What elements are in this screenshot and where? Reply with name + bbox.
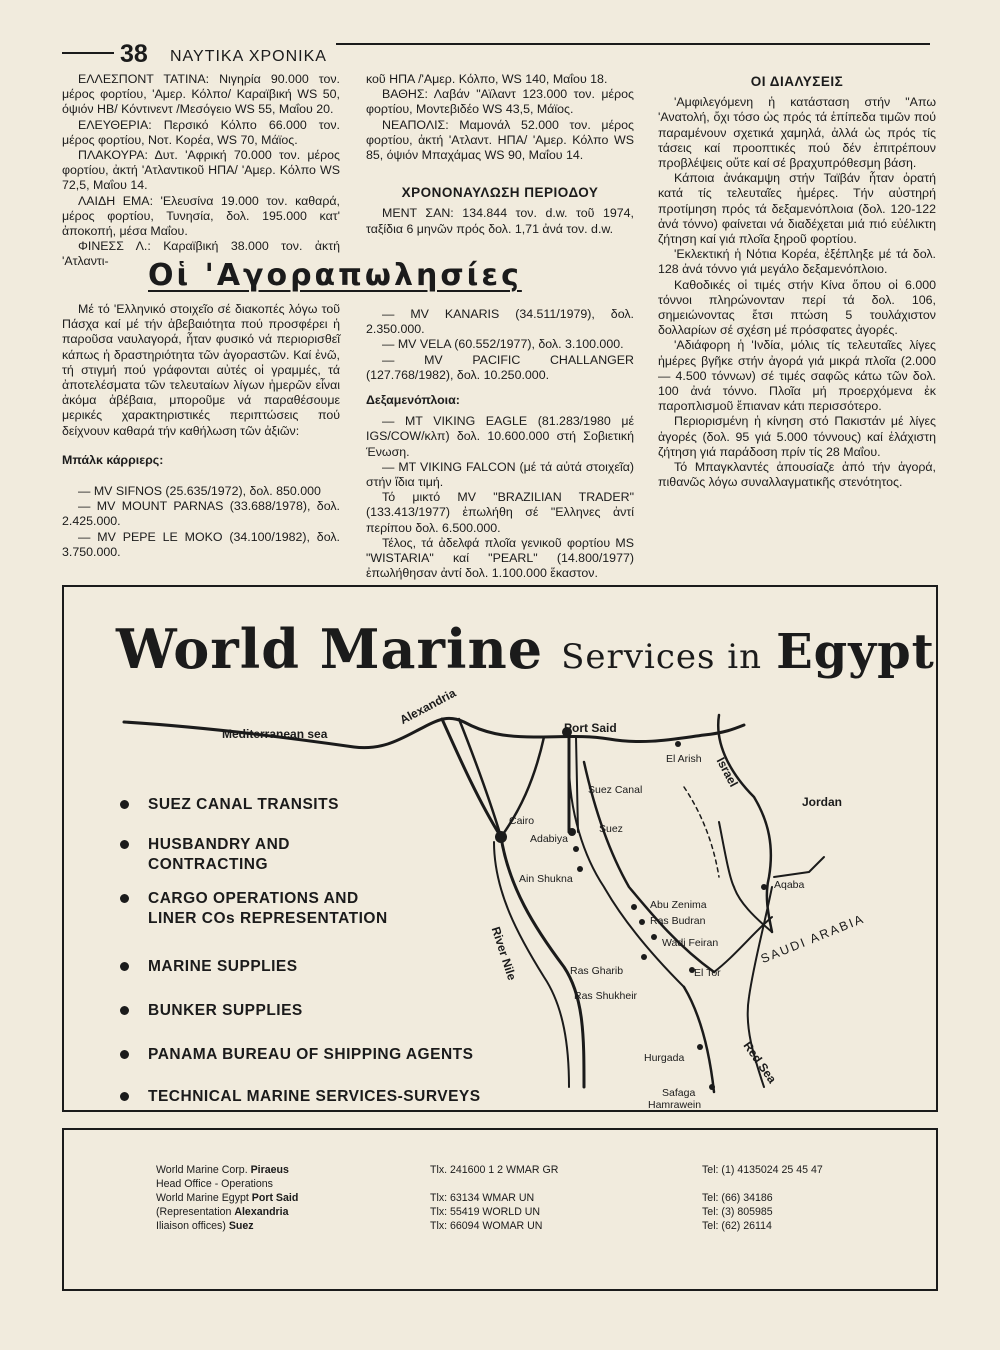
paragraph: ΠΛΑΚΟΥΡΑ: Δυτ. 'Αφρική 70.000 τον. μέρος φορτίου, ἀκτή 'Ατλαντικοῦ ΗΠΑ/ 'Αμερ. Κόλπο WS 72,5, Μαΐου 14. xyxy=(62,148,340,193)
city-dot xyxy=(761,884,767,890)
bullet-icon xyxy=(120,1050,129,1059)
map-label-hurgada: Hurgada xyxy=(644,1052,685,1064)
map-label-port-said: Port Said xyxy=(564,721,617,735)
paragraph: ΕΛΕΥΘΕΡΙΑ: Περσικό Κόλπο 66.000 τον. μέρος φορτίου, Νοτ. Κορέα, WS 70, Μάϊος. xyxy=(62,117,340,147)
paragraph: Τό μικτό MV "BRAZILIAN TRADER" (133.413/1977) ἐπωλήθη σέ "Ελληνες ἀντί περίπου δολ. 6.500.000. xyxy=(366,490,634,535)
publication-name: ΝΑΥΤΙΚΑ ΧΡΟΝΙΚΑ xyxy=(170,48,327,65)
nile-delta-west xyxy=(442,719,501,837)
nile-delta-east xyxy=(459,719,501,837)
bullet-icon xyxy=(120,800,129,809)
column-3-demolitions xyxy=(658,72,936,490)
telex-line: Tlx: 66094 WOMAR UN xyxy=(430,1220,543,1232)
service-item: CARGO OPERATIONS AND LINER COs REPRESENTATION xyxy=(120,889,400,929)
office-line: Head Office - Operations xyxy=(156,1178,273,1190)
city-dot xyxy=(573,846,579,852)
service-item: PANAMA BUREAU OF SHIPPING AGENTS xyxy=(120,1045,540,1065)
border-dashes xyxy=(684,787,719,877)
paragraph: ΝΕΑΠΟΛΙΣ: Μαμονάλ 52.000 τον. μέρος φορτίου, ἀκτή 'Ατλαντ. ΗΠΑ/ 'Αμερ. Κόλπο WS 85, όψιόν Μπαχάμας WS 90, Μαΐου 14. xyxy=(366,117,634,163)
service-item: HUSBANDRY AND CONTRACTING xyxy=(120,835,340,875)
map-label-ras-shukheir: Ras Shukheir xyxy=(574,990,638,1002)
coastline xyxy=(124,718,744,747)
map-label-ras-budran: Ras Budran xyxy=(650,915,706,927)
aqaba-road xyxy=(774,857,824,877)
city-dot xyxy=(577,866,583,872)
list-item: — MV VELA (60.552/1977), δολ. 3.100.000. xyxy=(382,337,624,352)
list-item: — MV PACIFIC CHALLANGER (127.768/1982), δολ. 10.250.000. xyxy=(366,352,634,382)
office-line: World Marine Corp. Piraeus xyxy=(156,1164,289,1176)
ad-title-country: Egypt xyxy=(776,624,935,680)
contact-box xyxy=(62,1128,938,1291)
paragraph: Τέλος, τά ἀδελφά πλοῖα γενικοῦ φορτίου MS "WISTARIA" καί "PEARL" (14.800/1977) ἐπωλήθησαν ἀντί δολ. 1.100.000 ἕκαστον. xyxy=(366,535,634,581)
demolitions-heading: ΟΙ ΔΙΑΛΥΣΕΙΣ xyxy=(750,74,844,89)
phone-line: Tel: (1) 4135024 25 45 47 xyxy=(702,1164,823,1176)
office-line: Iliaison offices) Suez xyxy=(156,1220,254,1232)
city-dot xyxy=(568,828,576,836)
city-dot xyxy=(675,741,681,747)
city-dot xyxy=(709,1084,715,1090)
paragraph: 'Αδιάφορη ἡ 'Ινδία, μόλις τίς τελευταῖες λίγες ἡμέρες βγῆκε στήν ἀγορά γιά μικρά πλοῖα (2.000 — 4.500 τόννων) σέ τιμές σαφῶς κάτω τῶν δολ. 100 ἀνά τόννο. Πλοῖα μή προερχόμενα ἐκ παροπλισμοῦ ἔπιαναν κάτι περισσότερο. xyxy=(658,338,936,414)
column-2-top xyxy=(366,72,634,237)
map-label-wadi-feiran: Wadi Feiran xyxy=(662,937,719,949)
list-item: — MT VIKING FALCON (μέ τά αὐτά στοιχεῖα) στήν ἴδια τιμή. xyxy=(366,459,634,490)
list-item: — MV SIFNOS (25.635/1972), δολ. 850.000 xyxy=(78,484,321,499)
map-label-adabiya: Adabiya xyxy=(530,833,568,845)
bullet-icon xyxy=(120,962,129,971)
office-line: (Representation Alexandria xyxy=(156,1206,289,1218)
service-item: SUEZ CANAL TRANSITS xyxy=(120,795,380,815)
map-label-alexandria: Alexandria xyxy=(397,685,459,727)
paragraph: ΛΑΙΔΗ ΕΜΑ: 'Ελευσίνα 19.000 τον. καθαρά, μέρος φορτίου, Τυνησία, δολ. 195.000 κατ' ἀποκοπή, μέσα Μαΐου. xyxy=(62,193,340,239)
map-label-jordan: Jordan xyxy=(802,795,843,809)
paragraph: Καθοδικές οἱ τιμές στήν Κίνα ὅπου οἱ 6.000 τόννοι πληρώνονταν περί τά δολ. 106, σημειώνοντας ἔτσι πτώση 5 τουλάχιστον δολλαρίων σέ σχέση μέ πρόσφατες ἀγορές. xyxy=(658,277,936,338)
period-text: ΜΕΝΤ ΣΑΝ: 134.844 τον. d.w. τοῦ 1974, ταξίδια 6 μηνῶν πρός δολ. 1,71 ἀνά τον. d.w. xyxy=(366,206,634,236)
paragraph: 'Εκλεκτική ἡ Νότια Κορέα, ἐξέπληξε μέ τά δολ. 128 ἀνά τόννο γιά μεγάλο δεξαμενόπλοιο. xyxy=(658,247,936,277)
ad-title-services: Services in xyxy=(561,637,763,677)
city-dot xyxy=(651,934,657,940)
map-label-river-nile: River Nile xyxy=(488,925,520,982)
city-dot xyxy=(631,904,637,910)
paragraph: Κάποια ἀνάκαμψη στήν Ταϊβάν ἦταν ὁρατή κατά τίς τελευταῖες ἡμέρες. Τήν αὐστηρή προτίμηση πρός τά δεξαμενόπλοια (δολ. 120-122 ἀνά τόννο) φαίνεται νά διαδέχεται μιά πιό εὐέλικτη ζήτηση καί γιά πλοῖα ξηροῦ φορτίου. xyxy=(658,171,936,247)
map-label-suez: Suez xyxy=(599,823,623,835)
map-label-aqaba: Aqaba xyxy=(774,879,805,891)
header-rule-left xyxy=(62,52,114,54)
list-item: — MV PEPE LE MOKO (34.100/1982), δολ. 3.750.000. xyxy=(62,529,340,559)
map-label-israel: Israel xyxy=(713,755,741,790)
map-label-el-arish: El Arish xyxy=(666,753,702,765)
list-item: — MV KANARIS (34.511/1979), δολ. 2.350.000. xyxy=(366,307,634,337)
world-marine-advertisement xyxy=(62,585,938,1112)
service-item: MARINE SUPPLIES xyxy=(120,957,380,977)
telex-line: Tlx: 55419 WORLD UN xyxy=(430,1206,541,1218)
period-heading: ΧΡΟΝΟΝΑΥΛΩΣΗ ΠΕΡΙΟΔΟΥ xyxy=(401,185,599,201)
office-line: World Marine Egypt Port Said xyxy=(156,1192,299,1204)
map-label-hamrawein: Hamrawein xyxy=(648,1099,702,1111)
ad-title-main: World Marine xyxy=(116,617,544,681)
list-item: — MT VIKING EAGLE (81.283/1980 μέ IGS/COW/κλπ) δολ. 10.600.000 στή Σοβιετική Ένωση. xyxy=(366,414,634,459)
telex-line: Tlx: 63134 WMAR UN xyxy=(430,1192,535,1204)
phone-line: Tel: (66) 34186 xyxy=(702,1192,773,1204)
map-label-cairo: Cairo xyxy=(509,815,535,827)
map-label-ras-gharib: Ras Gharib xyxy=(570,965,624,977)
column-1-sales xyxy=(62,302,340,560)
sales-intro: Μέ τό 'Ελληνικό στοιχεῖο σέ διακοπές λόγω τοῦ Πάσχα καί μέ τήν ἀβεβαιότητα πού προσφέρει ἡ παροῦσα ναυλαγορά, ἦταν φυσικό νά περιορισθεῖ κάπως ἡ δραστηριότητα τῶν ἀγοραστῶν. Καί ἐνῶ, τή στιγμή πού γράφονται αὐτές οἱ γραμμές, τά ἀποτελέσματα τῶν τελευταίων λίγων ἡμερῶν εἶναι ἀκόμα ἀβέβαια, μποροῦμε νά παραθέσουμε μερικές χαρακτηριστικές περιπτώσεις πού δείχνουν καθαρά τήν καθήλωση τῶν ἀξιῶν: xyxy=(62,302,340,438)
paragraph: 'Αμφιλεγόμενη ἡ κατάσταση στήν "Απω 'Ανατολή, ὄχι τόσο ὡς πρός τά ἐπίπεδα τιμῶν πού παραμένουν σχετικά χαμηλά, ἀλλά ὡς πρός τίς τάσεις καί προοπτικές πού δέν ἐπιτρέπουν προβλέψεις οὔτε καί σέ βραχυπρόθεσμη βάση. xyxy=(658,95,936,171)
map-label-saudi-arabia: SAUDI ARABIA xyxy=(758,911,867,966)
bullet-icon xyxy=(120,840,129,849)
map-label-mediterranean: Mediterranean sea xyxy=(222,727,328,741)
paragraph: ΒΑΘΗΣ: Λαβάν "Αϊλαντ 123.000 τον. μέρος φορτίου, Μοντεβιδέο WS 43,5, Μάϊος. xyxy=(366,87,634,117)
map-label-el-tor: El Tor xyxy=(694,967,721,979)
city-dot xyxy=(495,831,507,843)
column-1-top xyxy=(62,72,340,270)
section-title: Οἱ 'Αγοραπωλησίες xyxy=(148,258,522,293)
service-item: BUNKER SUPPLIES xyxy=(120,1001,380,1021)
aqaba-gulf-west xyxy=(719,822,772,932)
red-sea-coast xyxy=(684,987,714,1092)
service-item: TECHNICAL MARINE SERVICES-SURVEYS xyxy=(120,1087,540,1107)
telex-line: Tlx. 241600 1 2 WMAR GR xyxy=(430,1164,559,1176)
paragraph: ΦΙΝΕΣΣ Λ.: Καραϊβική 38.000 τον. ἀκτή 'Ατλαντι- xyxy=(62,239,340,269)
paragraph: Περιορισμένη ἡ κίνηση στό Πακιστάν μέ λίγες ἀγορές (δολ. 95 γιά 5.000 τόννους) καί ἐλάχιστη ζήτηση γιά παράδοση πρίν τίς 28 Μαΐου. xyxy=(658,414,936,459)
page-number: 38 xyxy=(120,40,148,68)
bullet-icon xyxy=(120,894,129,903)
map-label-ain-shukna: Ain Shukna xyxy=(519,873,573,885)
map-label-abu-zenima: Abu Zenima xyxy=(650,899,707,911)
sinai-border xyxy=(718,715,772,932)
paragraph: Τό Μπαγκλαντές ἀπουσίαζε ἀπό τήν ἀγορά, πιθανῶς λόγω συναλλαγματικῆς στενότητος. xyxy=(658,460,936,490)
map-label-safaga: Safaga xyxy=(662,1087,696,1099)
phone-line: Tel: (62) 26114 xyxy=(702,1220,772,1232)
map-label-red-sea: Red Sea xyxy=(740,1039,780,1086)
city-dot xyxy=(641,954,647,960)
contact-telex xyxy=(430,1163,558,1233)
column-2-sales xyxy=(366,307,634,581)
bullet-icon xyxy=(120,1006,129,1015)
tankers-heading: Δεξαμενόπλοια: xyxy=(366,393,460,408)
paragraph: ΕΛΛΕΣΠΟΝΤ ΤΑΤΙΝΑ: Νιγηρία 90.000 τον. μέρος φορτίου, 'Αμερ. Κόλπο/ Καραϊβική WS 50, όψιόν ΗΒ/ Κόντινεντ /Μεσόγειο WS 55, Μαΐου 20. xyxy=(62,72,340,117)
bullet-icon xyxy=(120,1092,129,1101)
list-item: — MV MOUNT PARNAS (33.688/1978), δολ. 2.425.000. xyxy=(62,499,340,529)
paragraph: κοῦ ΗΠΑ /'Αμερ. Κόλπο, WS 140, Μαΐου 18. xyxy=(366,72,608,86)
map-label-suez-canal: Suez Canal xyxy=(588,784,643,796)
contact-offices xyxy=(156,1163,298,1233)
header-rule-right xyxy=(336,43,930,45)
phone-line: Tel: (3) 805985 xyxy=(702,1206,773,1218)
city-dot xyxy=(639,919,645,925)
city-dot xyxy=(697,1044,703,1050)
bulk-heading: Μπάλκ κάρριερς: xyxy=(62,452,164,467)
contact-telephone xyxy=(702,1163,823,1233)
